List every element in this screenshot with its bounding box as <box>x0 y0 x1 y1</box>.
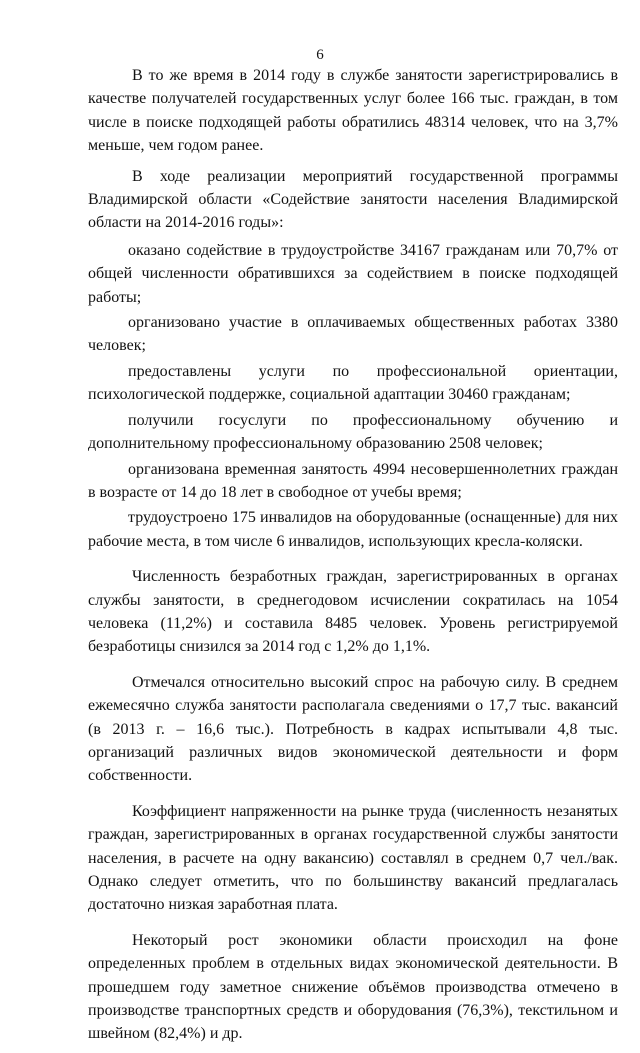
paragraph-economic-problems: Некоторый рост экономики области происходил на фоне определенных проблем в отдельных видах экономической деятельности. В прошедшем году заметное снижение объёмов производства отмечено в производстве транспортных средств и оборудования (76,3%), текстильном и швейном (82,4%) и др. <box>88 931 618 1043</box>
list-item-public-works: организовано участие в оплачиваемых общественных работах 3380 человек; <box>88 314 618 355</box>
list-item-vocational-training: получили госуслуги по профессиональному обучению и дополнительному профессиональному образованию 2508 человек; <box>88 411 618 453</box>
paragraph-service-registrations: В то же время в 2014 году в службе занятости зарегистрировались в качестве получателей государственных услуг более 166 тыс. граждан, в том числе в поиске подходящей работы обратились 48314 человек, что на 3,7% меньше, чем годом ранее. <box>88 67 618 155</box>
paragraph-tension-coefficient: Коэффициент напряженности на рынке труда (численность незанятых граждан, зарегистрированных в органах государственной службы занятости населения, в расчете на одну вакансию) составлял в среднем 0,7 чел./вак. Однако следует отметить, что по большинству вакансий предлагалась достаточно низкая заработная плата. <box>88 802 618 914</box>
list-item-employment-assistance: оказано содействие в трудоустройстве 34167 гражданам или 70,7% от общей численности обратившихся за содействием в поиске подходящей работы; <box>88 241 618 306</box>
paragraph-labor-demand: Отмечался относительно высокий спрос на рабочую силу. В среднем ежемесячно служба занятости располагала сведениями о 17,7 тыс. вакансий (в 2013 г. – 16,6 тыс.). Потребность в кадрах испытывали 4,8 тыс. организаций различных видов экономической деятельности и форм собственности. <box>88 673 618 785</box>
list-item-disabled-employment: трудоустроено 175 инвалидов на оборудованные (оснащенные) для них рабочие места, в том числе 6 инвалидов, использующих кресла-коляски. <box>88 509 618 550</box>
list-item-career-guidance: предоставлены услуги по профессиональной ориентации, психологической поддержке, социальной адаптации 30460 гражданам; <box>88 362 618 404</box>
list-item-youth-employment: организована временная занятость 4994 несовершеннолетних граждан в возрасте от 14 до 18 лет в свободное от учебы время; <box>88 460 618 501</box>
paragraph-program-intro: В ходе реализации мероприятий государственной программы Владимирской области «Содействие занятости населения Владимирской области на 2014-2016 годы»: <box>88 167 618 232</box>
page-number: 6 <box>316 47 324 63</box>
paragraph-unemployment: Численность безработных граждан, зарегистрированных в органах службы занятости, в среднегодовом исчислении сократилась на 1054 человека (11,2%) и составила 8485 человек. Уровень регистрируемой безработицы снизился за 2014 год с 1,2% до 1,1%. <box>88 568 618 656</box>
